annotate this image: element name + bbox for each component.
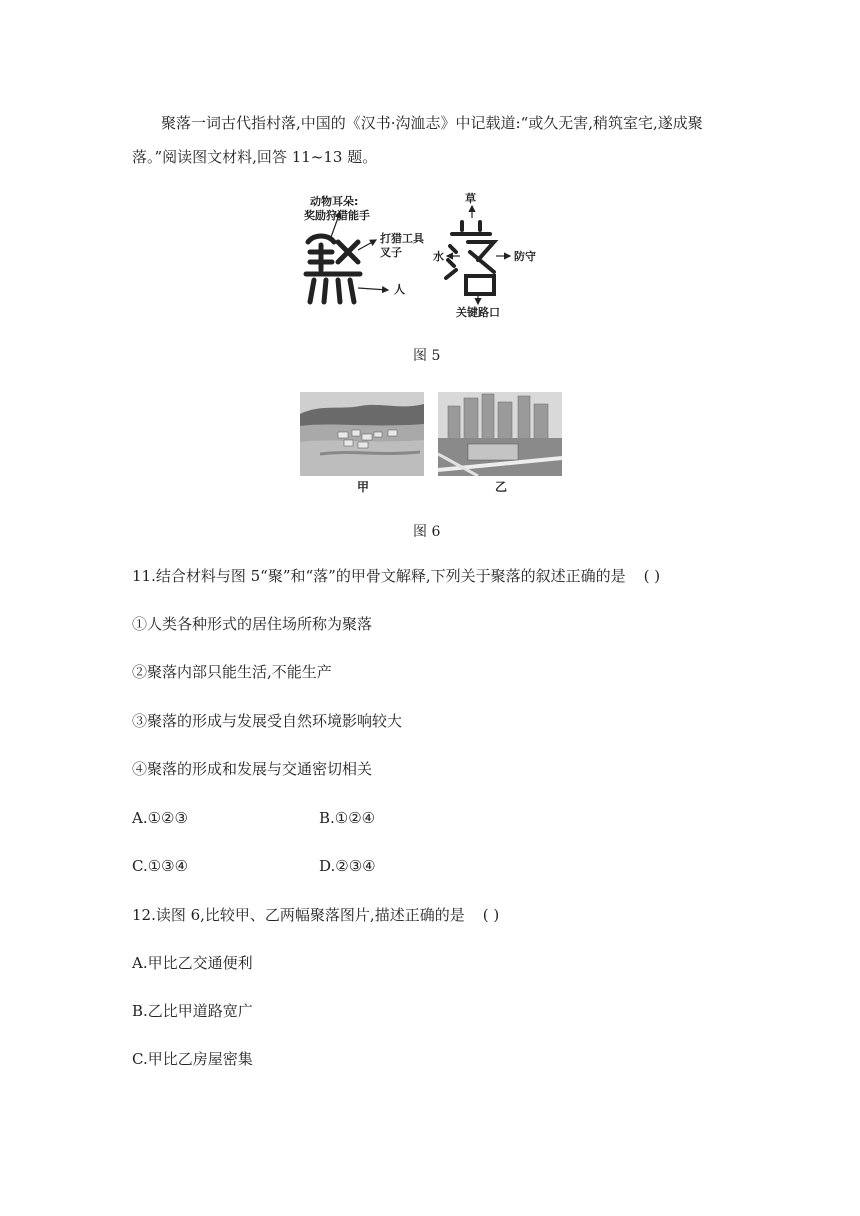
q11-stem — [132, 566, 660, 586]
fig5-label-ear: 动物耳朵: — [310, 195, 359, 208]
fig5-label-person: 人 — [394, 283, 405, 296]
photo-label-jia: 甲 — [357, 480, 370, 494]
photo-label-yi: 乙 — [495, 480, 508, 494]
q11-stem-text: 11.结合材料与图 5“聚”和“落”的甲骨文解释,下列关于聚落的叙述正确的是 — [132, 567, 626, 585]
q11-answer-paren: ( ) — [643, 567, 661, 585]
fig5-label-defend: 防守 — [514, 250, 536, 263]
fig5-label-grass: 草 — [465, 192, 476, 205]
q11-item-2: ②聚落内部只能生活,不能生产 — [132, 663, 332, 681]
fig5-label-fork: 叉子 — [380, 246, 402, 259]
q11-item-1: ①人类各种形式的居住场所称为聚落 — [132, 615, 373, 633]
fig5-label-tool: 打猎工具 — [380, 232, 424, 245]
figure-6-caption: 图 6 — [413, 524, 441, 540]
q11-option-c: C.①③④ — [132, 857, 189, 875]
fig5-label-reward: 奖励狩猎能手 — [304, 209, 370, 222]
figure-5-caption: 图 5 — [413, 348, 441, 364]
fig5-label-road: 关键路口 — [456, 306, 500, 319]
q11-option-a: A.①②③ — [132, 809, 188, 827]
q12-stem — [132, 905, 499, 925]
intro-line-2: 落。”阅读图文材料,回答 11~13 题。 — [132, 148, 378, 166]
ju-glyph — [306, 236, 360, 302]
q12-stem-text: 12.读图 6,比较甲、乙两幅聚落图片,描述正确的是 — [132, 906, 465, 924]
luo-glyph — [446, 222, 494, 294]
q11-item-3: ③聚落的形成与发展受自然环境影响较大 — [132, 712, 403, 730]
q12-option-a: A.甲比乙交通便利 — [132, 954, 253, 972]
q11-option-d: D.②③④ — [319, 857, 376, 875]
q12-option-c: C.甲比乙房屋密集 — [132, 1050, 253, 1068]
intro-line-1: 聚落一词古代指村落,中国的《汉书·沟洫志》中记载道:“或久无害,稍筑室宅,遂成聚 — [161, 114, 703, 132]
fig5-label-water: 水 — [433, 250, 444, 263]
photo-city-yi — [438, 392, 562, 476]
photo-village-jia — [300, 392, 424, 476]
figure-5-oracle-characters — [300, 190, 570, 320]
q12-answer-paren: ( ) — [482, 906, 500, 924]
q11-item-4: ④聚落的形成和发展与交通密切相关 — [132, 760, 373, 778]
q11-option-b: B.①②④ — [319, 809, 376, 827]
q12-option-b: B.乙比甲道路宽广 — [132, 1002, 253, 1020]
